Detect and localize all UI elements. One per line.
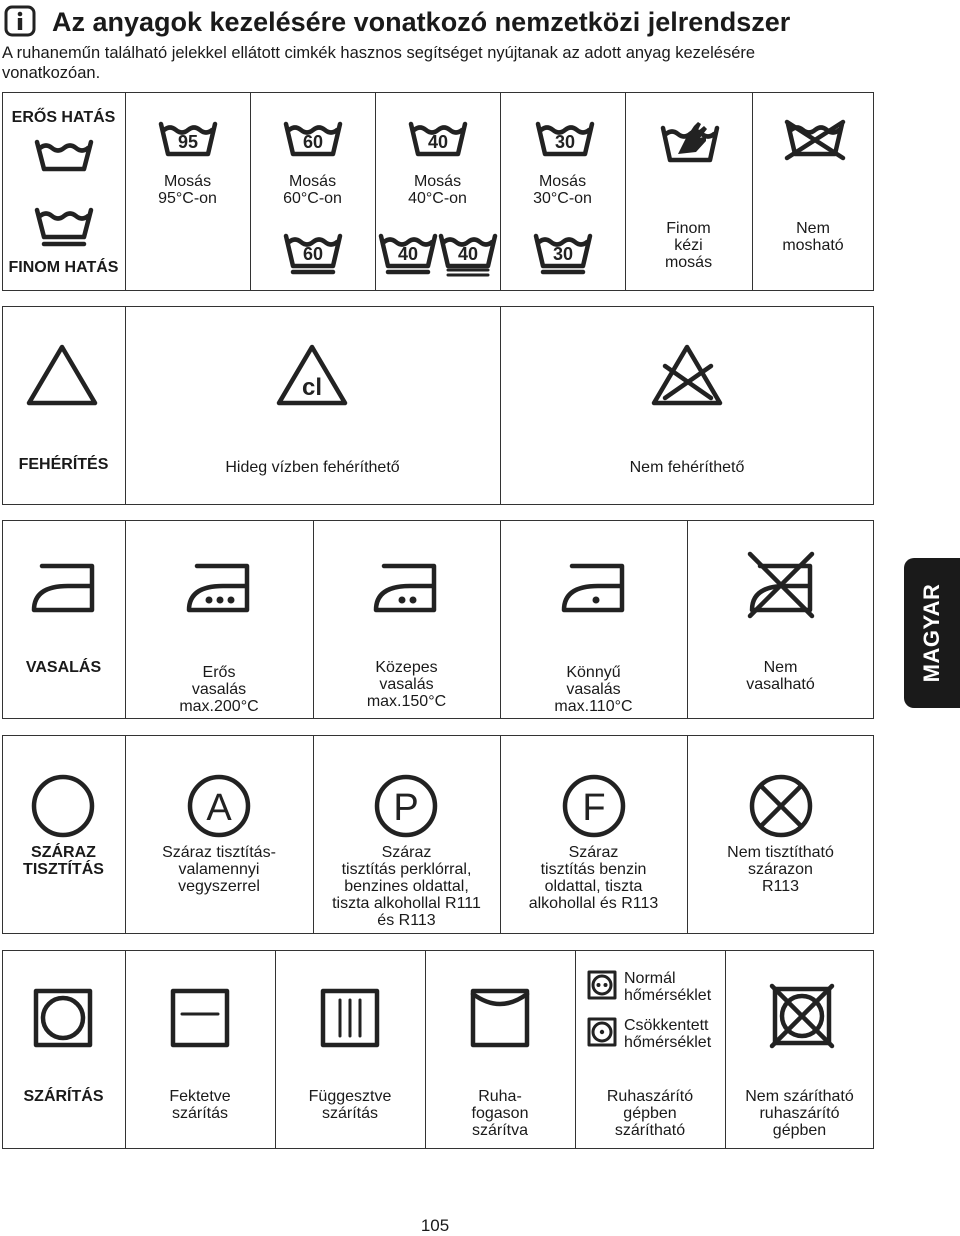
drying-label: SZÁRÍTÁS <box>23 1088 104 1105</box>
svg-text:30: 30 <box>554 132 576 152</box>
iron-label: VASALÁS <box>25 659 102 676</box>
not-washable-label: Nem mosható <box>782 220 844 254</box>
bleach-triangle-icon <box>26 344 98 406</box>
dry-clean-f-label: Száraz tisztítás benzin oldattal, tiszta alkohollal és R113 <box>528 844 659 912</box>
wash-40-icon <box>408 120 468 160</box>
no-iron-icon <box>746 552 816 618</box>
wash-30-label: Mosás 30°C-on <box>533 173 592 207</box>
no-tumble-dry-label: Nem szárítható ruhaszárító gépben <box>745 1088 854 1139</box>
chlorine-bleach-icon <box>276 344 348 406</box>
bleach-label: FEHÉRÍTÉS <box>18 456 109 473</box>
line-dry-label: Ruha- fogason szárítva <box>471 1088 529 1139</box>
drip-dry-icon <box>320 988 380 1048</box>
page-number: 105 <box>420 1216 450 1235</box>
no-bleach-label: Nem fehéríthető <box>629 459 745 476</box>
very-gentle-wash-40-icon <box>438 232 498 276</box>
tumble-dry-low-icon <box>587 1017 617 1047</box>
dry-clean-circle-icon <box>31 774 95 838</box>
wash-tub-gentle-icon <box>34 206 94 248</box>
dry-clean-p-icon <box>374 774 438 838</box>
iron-icon <box>30 562 96 614</box>
svg-text:40: 40 <box>397 244 419 264</box>
info-icon <box>4 5 36 37</box>
no-bleach-icon <box>651 344 723 406</box>
iron-high-icon <box>185 562 251 614</box>
hand-wash-icon <box>660 118 720 164</box>
wash-60-icon <box>283 120 343 160</box>
dry-clean-a-label: Száraz tisztítás- valamennyi vegyszerrel <box>162 844 276 895</box>
no-dry-clean-label: Nem tisztítható szárazon R113 <box>727 844 834 895</box>
wash-60-label: Mosás 60°C-on <box>283 173 342 207</box>
iron-high-label: Erős vasalás max.200°C <box>179 664 259 715</box>
wash-30-icon <box>535 120 595 160</box>
tumble-dry-ok-label: Ruhaszárító gépben szárítható <box>606 1088 694 1139</box>
gentle-wash-30-icon <box>533 232 593 276</box>
normal-temp-label: Normál hőmérséklet <box>624 970 712 1004</box>
wash-40-label: Mosás 40°C-on <box>408 173 467 207</box>
cold-bleach-label: Hideg vízben fehéríthető <box>225 459 400 476</box>
wash-tub-icon <box>34 138 94 172</box>
svg-text:95: 95 <box>177 132 199 152</box>
not-washable-icon <box>783 120 847 160</box>
page-title: Az anyagok kezelésére vonatkozó nemzetközi jelrendszer <box>52 7 791 37</box>
tumble-dry-icon <box>33 988 93 1048</box>
reduced-temp-label: Csökkentett hőmérséklet <box>624 1017 712 1051</box>
dry-flat-icon <box>170 988 230 1048</box>
iron-low-icon <box>560 562 626 614</box>
wash-95-icon <box>158 120 218 160</box>
wash-95-label: Mosás 95°C-on <box>158 173 217 207</box>
svg-text:cl: cl <box>301 374 323 401</box>
no-iron-label: Nem vasalható <box>746 659 815 693</box>
no-dry-clean-icon <box>749 774 813 838</box>
line-dry-icon <box>470 988 530 1048</box>
drip-dry-label: Függesztve szárítás <box>308 1088 392 1122</box>
iron-medium-label: Közepes vasalás max.150°C <box>366 659 447 710</box>
dry-flat-label: Fektetve szárítás <box>169 1088 231 1122</box>
strong-action-label: ERŐS HATÁS <box>11 109 116 126</box>
language-tab <box>904 558 960 708</box>
svg-text:P: P <box>393 787 419 829</box>
svg-text:40: 40 <box>427 132 449 152</box>
language-tab-label: MAGYAR <box>919 583 944 683</box>
svg-text:60: 60 <box>302 132 324 152</box>
iron-low-label: Könnyű vasalás max.110°C <box>554 664 633 715</box>
iron-medium-icon <box>372 562 438 614</box>
gentle-action-label: FINOM HATÁS <box>8 259 119 276</box>
svg-text:A: A <box>206 787 232 829</box>
gentle-wash-40-icon <box>378 232 438 276</box>
gentle-wash-60-icon <box>283 232 343 276</box>
svg-text:F: F <box>582 787 606 829</box>
dry-clean-a-icon <box>187 774 251 838</box>
svg-text:40: 40 <box>457 244 479 264</box>
dry-clean-f-icon <box>562 774 626 838</box>
svg-text:30: 30 <box>552 244 574 264</box>
dry-clean-p-label: Száraz tisztítás perklórral, benzines oldattal, tiszta alkohollal R111 és R113 <box>332 844 481 929</box>
dry-clean-label: SZÁRAZ TISZTÍTÁS <box>23 844 104 878</box>
hand-wash-label: Finom kézi mosás <box>664 220 713 271</box>
intro-text: A ruhaneműn található jelekkel ellátott cimkék hasznos segítséget nyújtanak az adott anyag kezelésére vonatkozóan. <box>2 44 756 82</box>
no-tumble-dry-icon <box>770 984 834 1048</box>
svg-text:60: 60 <box>302 244 324 264</box>
tumble-dry-normal-icon <box>587 970 617 1000</box>
